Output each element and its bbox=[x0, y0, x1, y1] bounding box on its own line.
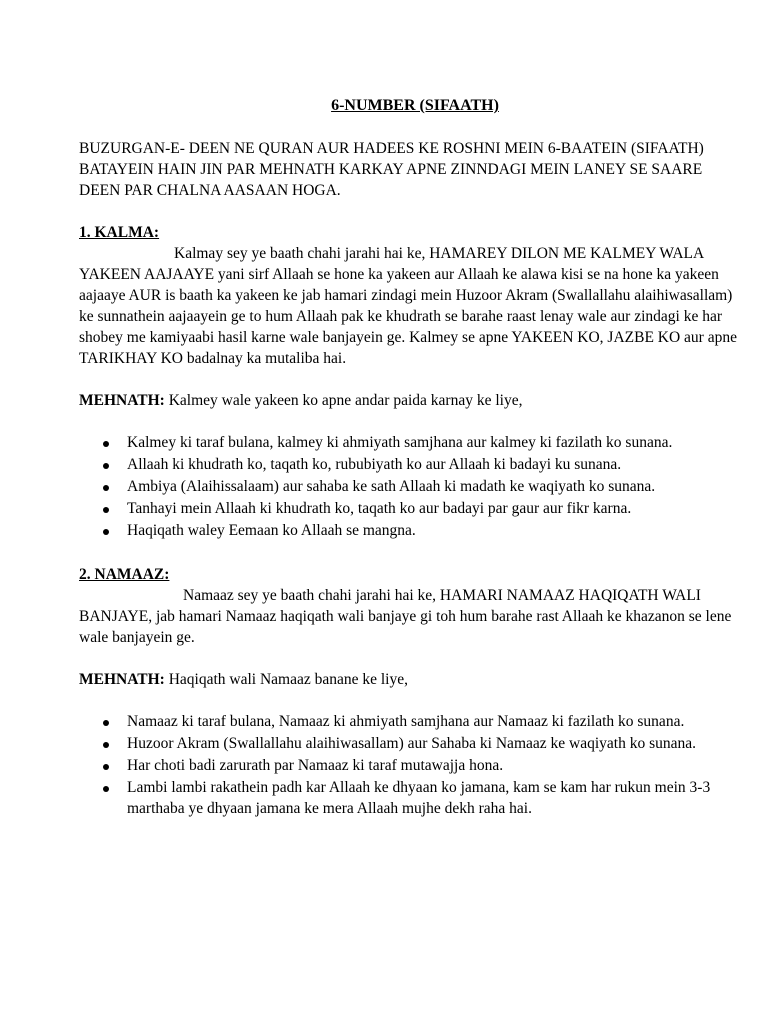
section-body bbox=[79, 585, 739, 648]
spacer bbox=[79, 542, 739, 564]
bullet-icon bbox=[103, 742, 109, 748]
spacer bbox=[79, 648, 739, 669]
bullet-icon bbox=[103, 441, 109, 447]
list-item bbox=[103, 432, 739, 453]
document-page bbox=[79, 95, 739, 820]
mehnath-text: Kalmey wale yakeen ko apne andar paida karnay ke liye, bbox=[164, 392, 523, 409]
list-item bbox=[103, 711, 739, 732]
section-body-text: Namaaz sey ye baath chahi jarahi hai ke, HAMARI NAMAAZ HAQIQATH WALI BANJAYE, jab hamari Namaaz haqiqath wali banjaye gi toh hum barahe rast Allaah ke khazanon se lene wale banjayein ge. bbox=[79, 587, 732, 646]
spacer bbox=[79, 690, 739, 711]
list-item-text: Kalmey ki taraf bulana, kalmey ki ahmiyath samjhana aur kalmey ki fazilath ko sunana. bbox=[127, 434, 673, 451]
list-item-text: Haqiqath waley Eemaan ko Allaah se mangna. bbox=[127, 522, 416, 539]
section-body bbox=[79, 243, 739, 369]
list-item bbox=[103, 498, 739, 519]
spacer bbox=[79, 369, 739, 390]
bullet-icon bbox=[103, 720, 109, 726]
list-item bbox=[103, 476, 739, 497]
list-item bbox=[103, 777, 739, 819]
bullet-list bbox=[79, 432, 739, 541]
list-item bbox=[103, 520, 739, 541]
list-item-text: Huzoor Akram (Swallallahu alaihiwasallam) aur Sahaba ki Namaaz ke waqiyath ko sunana. bbox=[127, 735, 696, 752]
bullet-icon bbox=[103, 764, 109, 770]
mehnath-line bbox=[79, 390, 739, 411]
list-item-text: Ambiya (Alaihissalaam) aur sahaba ke sath Allaah ki madath ke waqiyath ko sunana. bbox=[127, 478, 656, 495]
list-item-text: Har choti badi zarurath par Namaaz ki taraf mutawajja hona. bbox=[127, 757, 504, 774]
bullet-icon bbox=[103, 463, 109, 469]
spacer bbox=[79, 201, 739, 222]
mehnath-label: MEHNATH: bbox=[79, 671, 165, 688]
list-item bbox=[103, 454, 739, 475]
mehnath-line bbox=[79, 669, 739, 690]
intro-paragraph: BUZURGAN-E- DEEN NE QURAN AUR HADEES KE ROSHNI MEIN 6-BAATEIN (SIFAATH) BATAYEIN HAIN JIN PAR MEHNATH KARKAY APNE ZINNDAGI MEIN LANEY SE SAARE DEEN PAR CHALNA AASAAN HOGA. bbox=[79, 140, 704, 199]
bullet-list bbox=[79, 711, 739, 819]
mehnath-text: Haqiqath wali Namaaz banane ke liye, bbox=[164, 671, 408, 688]
mehnath-label: MEHNATH: bbox=[79, 392, 165, 409]
bullet-icon bbox=[103, 529, 109, 535]
list-item bbox=[103, 755, 739, 776]
section-body-text: Kalmay sey ye baath chahi jarahi hai ke, HAMAREY DILON ME KALMEY WALA YAKEEN AAJAAYE yani sirf Allaah se hone ka yakeen aur Allaah ke alawa kisi se na hone ka yakeen aajaaye AUR is baath ka yakeen ke jab hamari zindagi mein Huzoor Akram (Swallallahu alaihiwasallam) ke sunnathein aajaayein ge to hum Allaah pak ke khudrath se barahe raast lenay wale aur zindagi ke har shobey me kamiyaabi hasil karne wale banjayein ge. Kalmey se apne YAKEEN KO, JAZBE KO aur apne TARIKHAY KO badalnay ka mutaliba hai. bbox=[79, 245, 737, 367]
section-heading: 2. NAMAAZ: bbox=[79, 566, 170, 583]
section-kalma bbox=[79, 222, 739, 541]
list-item-text: Tanhayi mein Allaah ki khudrath ko, taqath ko aur badayi par gaur aur fikr karna. bbox=[127, 500, 632, 517]
section-heading: 1. KALMA: bbox=[79, 224, 160, 241]
section-namaaz bbox=[79, 564, 739, 819]
list-item bbox=[103, 733, 739, 754]
list-item-text: Lambi lambi rakathein padh kar Allaah ke dhyaan ko jamana, kam se kam har rukun mein 3-3 marthaba ye dhyaan jamana ke mera Allaah mujhe dekh raha hai. bbox=[127, 779, 711, 817]
bullet-icon bbox=[103, 507, 109, 513]
bullet-icon bbox=[103, 786, 109, 792]
bullet-icon bbox=[103, 485, 109, 491]
list-item-text: Allaah ki khudrath ko, taqath ko, rububiyath ko aur Allaah ki badayi ku sunana. bbox=[127, 456, 622, 473]
spacer bbox=[79, 411, 739, 432]
document-title: 6-NUMBER (SIFAATH) bbox=[331, 97, 499, 114]
list-item-text: Namaaz ki taraf bulana, Namaaz ki ahmiyath samjhana aur Namaaz ki fazilath ko sunana. bbox=[127, 713, 685, 730]
